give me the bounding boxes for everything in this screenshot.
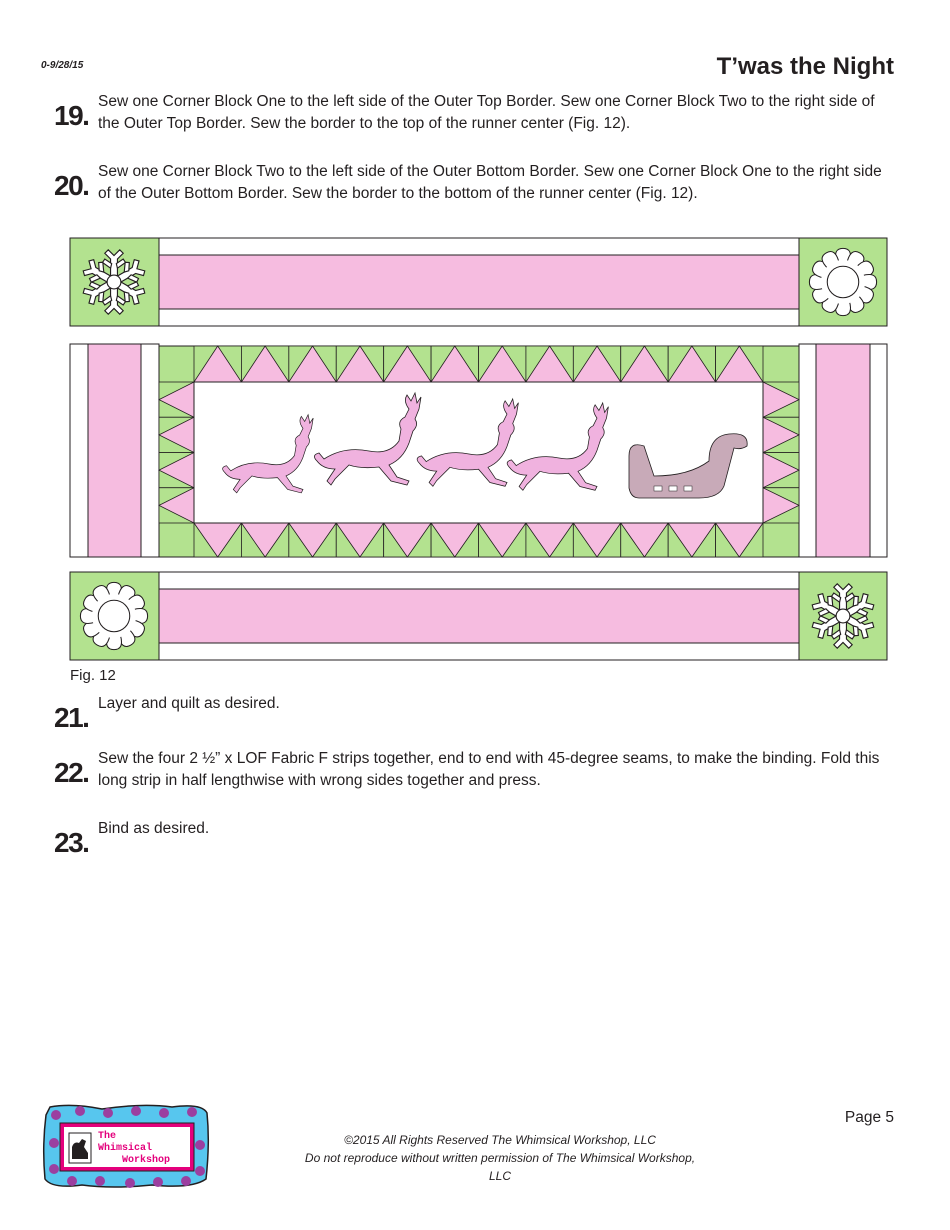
reproduction-notice: Do not reproduce without written permission of The Whimsical Workshop, LLC <box>304 1151 696 1183</box>
version-code: 0-9/28/15 <box>41 60 84 71</box>
outer-bottom-border <box>159 572 799 660</box>
corner-block-two-bottom-left <box>70 572 159 660</box>
side-border-right <box>799 344 887 557</box>
copyright-notice <box>300 1131 700 1185</box>
quilt-diagram <box>69 236 889 662</box>
step-number: 23. <box>54 827 89 858</box>
flying-geese-top <box>194 346 763 382</box>
flying-geese-right <box>763 382 799 523</box>
outer-top-border <box>159 238 799 326</box>
step-text: Sew one Corner Block Two to the left side of the Outer Bottom Border. Sew one Corner Block One to the right side of the Outer Bottom Border. Sew the border to the bottom of the runner center (Fig. 12). <box>98 163 882 202</box>
corner-block-one-bottom-right <box>799 572 887 660</box>
step-text: Layer and quilt as desired. <box>98 695 280 712</box>
corner-block-two-top-right <box>799 238 887 326</box>
step-text: Sew one Corner Block One to the left side of the Outer Top Border. Sew one Corner Block Two to the right side of the Outer Top Border. Sew the border to the top of the runner center (Fig. 12). <box>98 93 875 132</box>
logo-line-1: The <box>98 1131 117 1142</box>
runner-center <box>159 346 799 557</box>
step-number: 19. <box>54 100 89 131</box>
step-number: 21. <box>54 702 89 733</box>
whimsical-workshop-logo <box>42 1103 210 1189</box>
step-text: Bind as desired. <box>98 820 210 837</box>
flying-geese-bottom <box>194 523 763 557</box>
logo-line-2: Whimsical <box>98 1143 153 1154</box>
copyright-line: ©2015 All Rights Reserved The Whimsical Workshop, LLC <box>344 1133 656 1147</box>
page-title: T’was the Night <box>716 53 894 80</box>
page-number: Page 5 <box>844 1109 894 1126</box>
craftsman-icon <box>69 1133 91 1163</box>
corner-block-one-top-left <box>70 238 159 326</box>
side-border-left <box>70 344 159 557</box>
flying-geese-left <box>159 382 194 523</box>
figure-caption: Fig. 12 <box>70 667 116 684</box>
step-number: 22. <box>54 757 89 788</box>
logo-line-3: Workshop <box>122 1155 171 1166</box>
step-number: 20. <box>54 170 89 201</box>
step-text: Sew the four 2 ½” x LOF Fabric F strips together, end to end with 45-degree seams, to make the binding. Fold this long strip in half lengthwise with wrong sides together and press. <box>98 750 880 789</box>
